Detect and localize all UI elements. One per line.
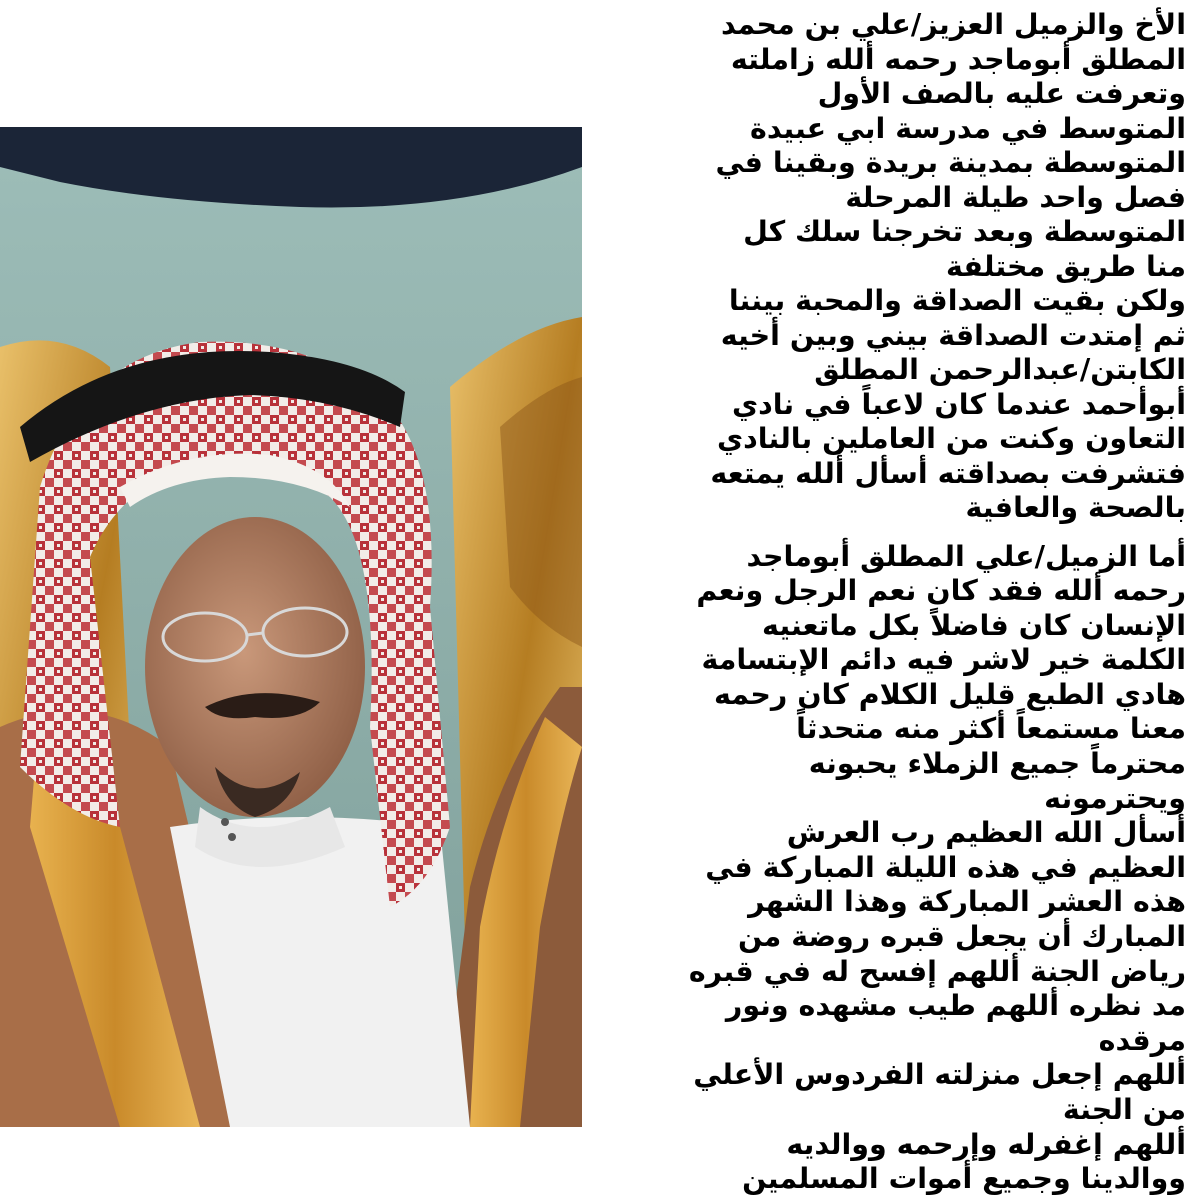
text-line: الأخ والزميل العزيز/علي بن محمد [720,8,1186,41]
text-line: التعاون وكنت من العاملين بالنادي [716,422,1186,455]
text-line: العظيم في هذه الليلة المباركة في [705,850,1186,884]
text-line: أللهم إغفرله وإرحمه ووالديه [786,1127,1186,1161]
text-line: ولكن بقيت الصداقة والمحبة بيننا [728,284,1186,317]
text-line: ووالدينا وجميع أموات المسلمين [742,1162,1186,1196]
text-line: أللهم إجعل منزلته الفردوس الأعلي [693,1058,1186,1092]
paragraph-1 [606,8,1186,526]
text-line: ويحترمونه [1044,781,1186,815]
text-line: أسأل الله العظيم رب العرش [786,816,1186,850]
text-line: من الجنة [1062,1093,1186,1126]
text-line: الكابتن/عبدالرحمن المطلق [814,353,1186,386]
text-line: منا طريق مختلفة [945,249,1186,283]
text-line: هادي الطبع قليل الكلام كان رحمه [713,677,1186,711]
article-text [606,0,1186,1197]
text-line: معنا مستمعاً أكثر منه متحدثاً [796,712,1186,746]
text-line: الكلمة خير لاشر فيه دائم الإبتسامة [701,643,1186,677]
text-line: أبوأحمد عندما كان لاعباً في نادي [731,387,1186,421]
portrait-photo [0,127,582,1127]
text-line: وتعرفت عليه بالصف الأول [817,77,1186,110]
text-line: محترماً جميع الزملاء يحبونه [808,747,1186,781]
text-line: بالصحة والعافية [965,491,1186,524]
text-line: المطلق أبوماجد رحمه ألله زاملته [730,42,1186,76]
text-line: هذه العشر المباركة وهذا الشهر [748,885,1186,919]
text-line: أما الزميل/علي المطلق أبوماجد [746,539,1186,573]
paragraph-2 [606,540,1186,1197]
text-line: الإنسان كان فاضلاً بكل ماتعنيه [762,608,1186,642]
text-line: المتوسطة وبعد تخرجنا سلك كل [743,215,1186,248]
text-line: مرقده [1098,1023,1186,1057]
text-line: المبارك أن يجعل قبره روضة من [738,920,1186,954]
text-line: مد نظره أللهم طيب مشهده ونور [725,989,1186,1023]
text-line: فصل واحد طيلة المرحلة [845,180,1186,214]
text-line: فتشرفت بصداقته أسأل ألله يمتعه [710,456,1186,490]
text-line: ثم إمتدت الصداقة بيني وبين أخيه [720,318,1186,352]
text-line: المتوسطة بمدينة بريدة وبقينا في [715,146,1186,179]
text-line: رياض الجنة أللهم إفسح له في قبره [688,954,1186,988]
text-line: المتوسط في مدرسة ابي عبيدة [750,111,1186,145]
text-line: رحمه ألله فقد كان نعم الرجل ونعم [696,574,1186,608]
